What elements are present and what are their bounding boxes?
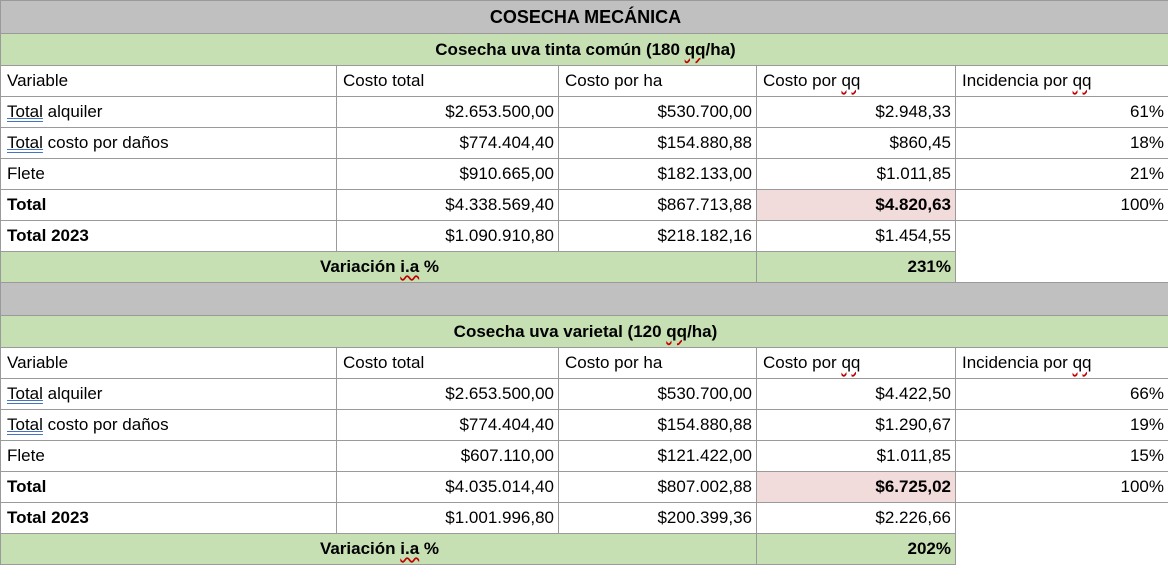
section-title-suffix: /ha) <box>705 39 736 59</box>
title-row <box>1 1 1168 34</box>
table-row <box>1 410 1168 441</box>
column-header-row <box>1 66 1168 97</box>
variacion-label-ia: i.a <box>400 539 420 558</box>
cell-costo-ha[interactable]: $182.133,00 <box>559 159 757 190</box>
cell-costo-total[interactable]: $1.001.996,80 <box>337 503 559 534</box>
section-title-text: Cosecha uva tinta común (180 <box>435 39 685 59</box>
variacion-label-text: Variación <box>319 539 401 558</box>
cell-variable[interactable] <box>1 410 337 441</box>
variacion-row <box>1 252 1168 283</box>
header-incidencia[interactable] <box>956 348 1168 379</box>
cell-costo-ha[interactable]: $867.713,88 <box>559 190 757 221</box>
cell-costo-total[interactable]: $910.665,00 <box>337 159 559 190</box>
column-header-row <box>1 348 1168 379</box>
cell-incidencia[interactable]: 100% <box>956 472 1168 503</box>
header-costo-ha[interactable]: Costo por ha <box>559 348 757 379</box>
cell-variable[interactable] <box>1 97 337 128</box>
variacion-label-suffix: % <box>419 257 440 276</box>
cell-costo-qq[interactable]: $2.948,33 <box>757 97 956 128</box>
header-costo-qq-unit: qq <box>841 71 861 90</box>
cell-incidencia[interactable]: 100% <box>956 190 1168 221</box>
total-2023-row <box>1 221 1168 252</box>
section-title[interactable] <box>1 34 1168 66</box>
cell-costo-ha[interactable]: $807.002,88 <box>559 472 757 503</box>
cell-variable-underlined: Total <box>7 102 43 121</box>
table-row <box>1 441 1168 472</box>
header-incidencia-unit: qq <box>1072 71 1092 90</box>
variacion-value[interactable]: 202% <box>757 534 956 565</box>
cell-variable-rest: costo por daños <box>42 415 169 434</box>
header-costo-qq[interactable] <box>757 348 956 379</box>
variacion-label-ia: i.a <box>400 257 420 276</box>
table-row <box>1 379 1168 410</box>
cell-costo-total[interactable]: $774.404,40 <box>337 410 559 441</box>
variacion-row <box>1 534 1168 565</box>
cell-costo-total[interactable]: $2.653.500,00 <box>337 379 559 410</box>
header-incidencia[interactable] <box>956 66 1168 97</box>
section-title[interactable] <box>1 316 1168 348</box>
cell-variable[interactable] <box>1 128 337 159</box>
cell-incidencia[interactable]: 66% <box>956 379 1168 410</box>
cell-costo-ha[interactable]: $121.422,00 <box>559 441 757 472</box>
header-variable[interactable]: Variable <box>1 66 337 97</box>
cell-costo-qq[interactable]: $860,45 <box>757 128 956 159</box>
cell-variable[interactable]: Flete <box>1 159 337 190</box>
cell-variable-underlined: Total <box>7 133 43 152</box>
cell-costo-ha[interactable]: $154.880,88 <box>559 128 757 159</box>
variacion-label[interactable] <box>1 252 757 283</box>
header-costo-ha[interactable]: Costo por ha <box>559 66 757 97</box>
cell-costo-total[interactable]: $4.035.014,40 <box>337 472 559 503</box>
section-header-row <box>1 34 1168 66</box>
cell-variable-rest: costo por daños <box>42 133 169 152</box>
total-row <box>1 190 1168 221</box>
cell-variable-underlined: Total <box>7 384 43 403</box>
cell-costo-ha[interactable]: $218.182,16 <box>559 221 757 252</box>
header-costo-qq[interactable] <box>757 66 956 97</box>
section-header-row <box>1 316 1168 348</box>
cell-incidencia[interactable]: 21% <box>956 159 1168 190</box>
total-row <box>1 472 1168 503</box>
cell-variable-rest: alquiler <box>42 102 103 121</box>
section-title-unit: qq <box>684 39 706 59</box>
cell-costo-qq[interactable]: $1.454,55 <box>757 221 956 252</box>
cell-variable[interactable]: Total <box>1 472 337 503</box>
header-incidencia-text: Incidencia por <box>962 353 1073 372</box>
header-incidencia-text: Incidencia por <box>962 71 1073 90</box>
cell-costo-total[interactable]: $607.110,00 <box>337 441 559 472</box>
section-title-unit: qq <box>666 321 688 341</box>
cell-costo-ha[interactable]: $530.700,00 <box>559 379 757 410</box>
header-costo-qq-unit: qq <box>841 353 861 372</box>
empty-cell[interactable] <box>956 252 1168 283</box>
cell-costo-total[interactable]: $1.090.910,80 <box>337 221 559 252</box>
cell-costo-ha[interactable]: $154.880,88 <box>559 410 757 441</box>
cell-costo-ha[interactable]: $530.700,00 <box>559 97 757 128</box>
cell-incidencia[interactable]: 18% <box>956 128 1168 159</box>
cell-variable[interactable]: Flete <box>1 441 337 472</box>
cell-variable[interactable]: Total 2023 <box>1 221 337 252</box>
header-incidencia-unit: qq <box>1072 353 1092 372</box>
cell-costo-qq[interactable]: $4.422,50 <box>757 379 956 410</box>
variacion-label[interactable] <box>1 534 757 565</box>
cell-costo-qq-highlighted[interactable]: $6.725,02 <box>757 472 956 503</box>
cell-variable[interactable] <box>1 379 337 410</box>
sheet-title[interactable]: COSECHA MECÁNICA <box>1 1 1168 34</box>
variacion-value[interactable]: 231% <box>757 252 956 283</box>
header-costo-qq-text: Costo por <box>763 71 842 90</box>
cell-variable[interactable]: Total <box>1 190 337 221</box>
empty-cell[interactable] <box>956 503 1168 534</box>
section-title-suffix: /ha) <box>687 321 718 341</box>
table-row <box>1 159 1168 190</box>
separator-row <box>1 283 1168 316</box>
total-2023-row <box>1 503 1168 534</box>
header-costo-total[interactable]: Costo total <box>337 348 559 379</box>
cell-costo-qq-highlighted[interactable]: $4.820,63 <box>757 190 956 221</box>
cell-incidencia[interactable]: 19% <box>956 410 1168 441</box>
cell-incidencia[interactable]: 61% <box>956 97 1168 128</box>
cell-costo-total[interactable]: $2.653.500,00 <box>337 97 559 128</box>
cell-variable-rest: alquiler <box>42 384 103 403</box>
variacion-label-text: Variación <box>319 257 401 276</box>
empty-cell[interactable] <box>956 534 1168 565</box>
empty-cell[interactable] <box>956 221 1168 252</box>
header-variable[interactable]: Variable <box>1 348 337 379</box>
cell-costo-qq[interactable]: $1.011,85 <box>757 441 956 472</box>
variacion-label-suffix: % <box>419 539 440 558</box>
header-costo-qq-text: Costo por <box>763 353 842 372</box>
cell-variable[interactable]: Total 2023 <box>1 503 337 534</box>
table-row <box>1 128 1168 159</box>
separator-cell[interactable] <box>1 283 1168 316</box>
cell-incidencia[interactable]: 15% <box>956 441 1168 472</box>
cell-costo-qq[interactable]: $2.226,66 <box>757 503 956 534</box>
table-row <box>1 97 1168 128</box>
cell-costo-total[interactable]: $774.404,40 <box>337 128 559 159</box>
section-title-text: Cosecha uva varietal (120 <box>453 321 667 341</box>
cell-costo-qq[interactable]: $1.011,85 <box>757 159 956 190</box>
cell-costo-qq[interactable]: $1.290,67 <box>757 410 956 441</box>
cell-costo-ha[interactable]: $200.399,36 <box>559 503 757 534</box>
header-costo-total[interactable]: Costo total <box>337 66 559 97</box>
cell-variable-underlined: Total <box>7 415 43 434</box>
cell-costo-total[interactable]: $4.338.569,40 <box>337 190 559 221</box>
